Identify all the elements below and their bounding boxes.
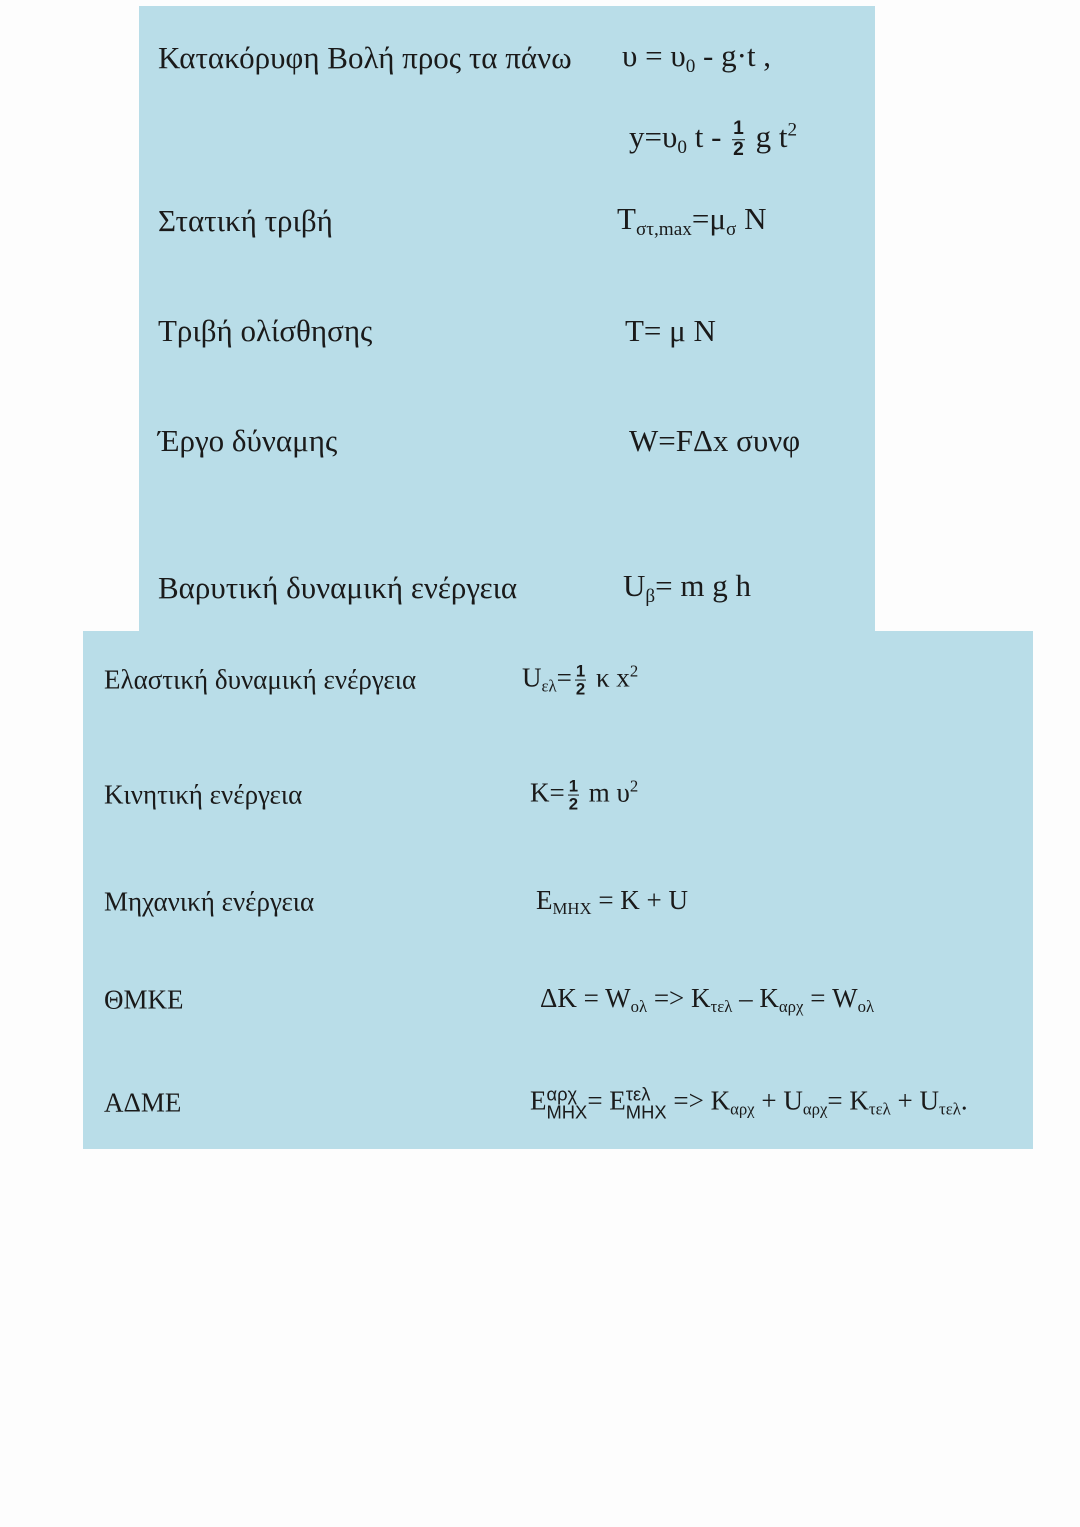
- formula-text: m υ: [582, 777, 630, 808]
- formula-text: .: [960, 1085, 968, 1116]
- formula: [617, 201, 766, 241]
- formula-label: Βαρυτική δυναμική ενέργεια: [158, 570, 518, 605]
- superscript: τελ: [625, 1083, 651, 1105]
- fraction-denominator: 2: [575, 679, 586, 699]
- fraction-denominator: 2: [733, 139, 744, 161]
- formula: [530, 777, 638, 814]
- formula-text: y=υ: [629, 119, 678, 155]
- formula-label: ΘΜΚΕ: [104, 984, 184, 1015]
- formula-panel-bottom: [83, 631, 1033, 1149]
- fraction-numerator: 1: [568, 776, 579, 796]
- formula-superscript: 2: [629, 661, 639, 681]
- formula-subscript: ολ: [630, 997, 648, 1017]
- formula-text: N: [736, 201, 767, 237]
- formula-text: = E: [587, 1085, 626, 1116]
- formula-subscript: β: [645, 585, 656, 607]
- formula: [625, 313, 716, 349]
- formula-text: = W: [803, 982, 858, 1013]
- formula-text: – K: [732, 982, 779, 1013]
- formula: [536, 885, 688, 919]
- formula-subscript: ελ: [541, 676, 557, 696]
- formula-superscript: 2: [787, 119, 798, 141]
- formula-text: E: [536, 884, 553, 915]
- formula: [540, 983, 874, 1017]
- formula-text: =μ: [691, 201, 726, 237]
- formula-subscript: 0: [685, 55, 696, 77]
- formula-text: =: [556, 662, 572, 693]
- formula-text: => K: [666, 1085, 731, 1116]
- formula-text: U: [623, 568, 646, 604]
- subscript: MHX: [546, 1101, 588, 1123]
- fraction: [732, 119, 745, 160]
- formula-subscript: 0: [677, 136, 687, 158]
- formula-text: υ = υ: [622, 38, 686, 74]
- sub-superscript: [625, 1083, 667, 1123]
- formula-panel-top: [139, 6, 875, 631]
- formula-text: T: [617, 201, 636, 237]
- formula-subscript: στ,max: [635, 218, 692, 240]
- fraction-numerator: 1: [733, 118, 744, 140]
- formula-text: W=FΔx συνφ: [629, 423, 801, 458]
- formula-text: t -: [686, 119, 730, 155]
- formula: [629, 119, 797, 161]
- formula: [629, 423, 800, 459]
- formula: [623, 568, 751, 608]
- formula-label: ΑΔΜΕ: [104, 1087, 182, 1118]
- formula-subscript: ολ: [857, 997, 875, 1017]
- formula-text: K=: [530, 777, 565, 808]
- formula-text: κ x: [589, 662, 630, 693]
- formula-text: = K: [827, 1085, 869, 1116]
- formula-text: = K + U: [591, 884, 689, 915]
- formula-label: Κατακόρυφη Βολή προς τα πάνω: [158, 40, 572, 75]
- sub-superscript: [546, 1083, 588, 1123]
- formula: [530, 1083, 968, 1123]
- fraction-denominator: 2: [568, 794, 579, 814]
- fraction: [568, 777, 579, 813]
- formula-subscript: αρχ: [802, 1099, 828, 1119]
- formula-label: Κινητική ενέργεια: [104, 779, 303, 810]
- formula-superscript: 2: [629, 776, 639, 796]
- formula-text: + U: [890, 1085, 939, 1116]
- formula-text: = m g h: [655, 568, 752, 604]
- formula-subscript: τελ: [868, 1099, 891, 1119]
- formula-label: Στατική τριβή: [158, 203, 333, 238]
- formula-text: => K: [647, 982, 711, 1013]
- formula-subscript: τελ: [938, 1099, 961, 1119]
- formula-subscript: σ: [725, 218, 737, 240]
- fraction-numerator: 1: [575, 661, 586, 681]
- formula-text: g t: [747, 119, 788, 155]
- formula: [622, 38, 771, 78]
- formula-text: U: [522, 662, 542, 693]
- formula-subscript: τελ: [710, 997, 733, 1017]
- fraction: [575, 662, 586, 698]
- formula-label: Έργο δύναμης: [158, 423, 338, 458]
- formula-text: E: [530, 1085, 547, 1116]
- formula-subscript: αρχ: [730, 1099, 755, 1119]
- formula: [522, 662, 638, 699]
- formula-subscript: MHX: [552, 899, 592, 919]
- superscript: αρχ: [546, 1083, 578, 1105]
- formula-text: + U: [754, 1085, 803, 1116]
- formula-label: Ελαστική δυναμική ενέργεια: [104, 664, 417, 695]
- formula-label: Τριβή ολίσθησης: [158, 313, 373, 348]
- formula-label: Μηχανική ενέργεια: [104, 886, 315, 917]
- formula-subscript: αρχ: [778, 997, 804, 1017]
- formula-text: T= μ N: [625, 313, 716, 348]
- formula-text: - g·t ,: [695, 38, 772, 74]
- subscript: MHX: [625, 1101, 667, 1123]
- formula-text: ΔK = W: [540, 982, 631, 1013]
